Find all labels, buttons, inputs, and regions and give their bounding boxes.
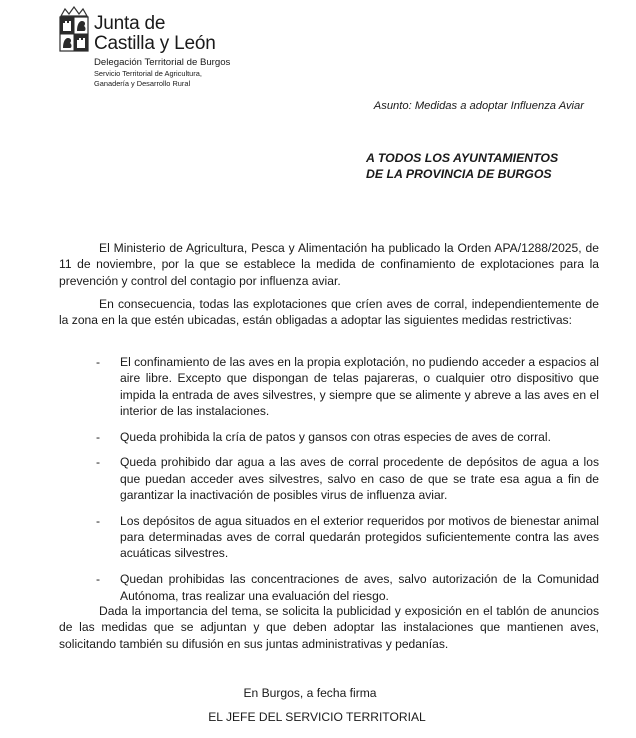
service-line2: Ganadería y Desarrollo Rural: [94, 79, 191, 88]
coat-of-arms-icon: [57, 6, 91, 56]
list-item-text: El confinamiento de las aves en la propia explotación, no pudiendo acceder a espacios al aire libre. Excepto que dispongan de telas pajareras, o cualquier otro dispositivo que impida la entrada de aves silvestres, y siempre que se alimente y abreve a las aves en el interior de las instalaciones.: [120, 355, 599, 418]
recipient-line2: DE LA PROVINCIA DE BURGOS: [366, 167, 552, 181]
organization-name-line2: Castilla y León: [94, 33, 216, 54]
paragraph-consequence-text: En consecuencia, todas las explotaciones que críen aves de corral, independientemente de la zona en la que estén ubicadas, están obligadas a adoptar las siguientes medidas restrictivas:: [59, 297, 599, 328]
list-item: [59, 513, 599, 562]
list-item-text: Los depósitos de agua situados en el exterior requeridos por motivos de bienestar animal para determinadas aves de corral quedarán protegidos suficientemente contra las aves acuáticas silvestres.: [120, 513, 599, 561]
list-item: [59, 571, 599, 604]
bullet-dash: -: [96, 455, 101, 470]
list-item: [59, 454, 599, 503]
signature-title: EL JEFE DEL SERVICIO TERRITORIAL: [208, 710, 426, 724]
bullet-dash: -: [96, 355, 101, 369]
list-item-text: Quedan prohibidas las concentraciones de aves, salvo autorización de la Comunidad Autónoma, tras realizar una evaluación del riesgo.: [120, 572, 599, 603]
paragraph-request-text: Dada la importancia del tema, se solicita la publicidad y exposición en el tablón de anuncios de las medidas que se adjuntan y que deben adoptar las instalaciones que mantienen aves, solicitando también su difusión en sus juntas administrativas y pedanías.: [59, 604, 599, 651]
paragraph-intro: [59, 240, 599, 289]
list-item: [59, 429, 599, 445]
list-item: [59, 354, 599, 419]
subject-line: Asunto: Medidas a adoptar Influenza Aviar: [373, 100, 584, 112]
bullet-dash: -: [96, 572, 101, 587]
organization-name: Junta de: [94, 13, 166, 34]
signature-date: En Burgos, a fecha firma: [243, 686, 377, 700]
paragraph-intro-text: El Ministerio de Agricultura, Pesca y Alimentación ha publicado la Orden APA/1288/2025, de 11 de noviembre, por la que se establece la medida de confinamiento de explotaciones para la prevención y control del contagio por influenza aviar.: [59, 241, 599, 288]
paragraph-request: [59, 603, 599, 652]
delegation-name: Delegación Territorial de Burgos: [94, 57, 231, 68]
bullet-dash: -: [96, 513, 101, 528]
measures-list: [59, 354, 599, 613]
paragraph-consequence: [59, 296, 599, 329]
list-item-text: Queda prohibido dar agua a las aves de corral procedente de depósitos de agua a los que puedan acceder aves silvestres, salvo en caso de que se trate esa agua a fin de garantizar la inactivación de posibles virus de influenza aviar.: [120, 455, 599, 503]
bullet-dash: -: [96, 429, 101, 444]
list-item-text: Queda prohibida la cría de patos y gansos con otras especies de aves de corral.: [120, 429, 551, 444]
service-name: [94, 69, 202, 89]
recipient-line1: A TODOS LOS AYUNTAMIENTOS: [366, 151, 559, 165]
service-line1: Servicio Territorial de Agricultura,: [94, 69, 202, 78]
recipient-block: [366, 150, 558, 182]
